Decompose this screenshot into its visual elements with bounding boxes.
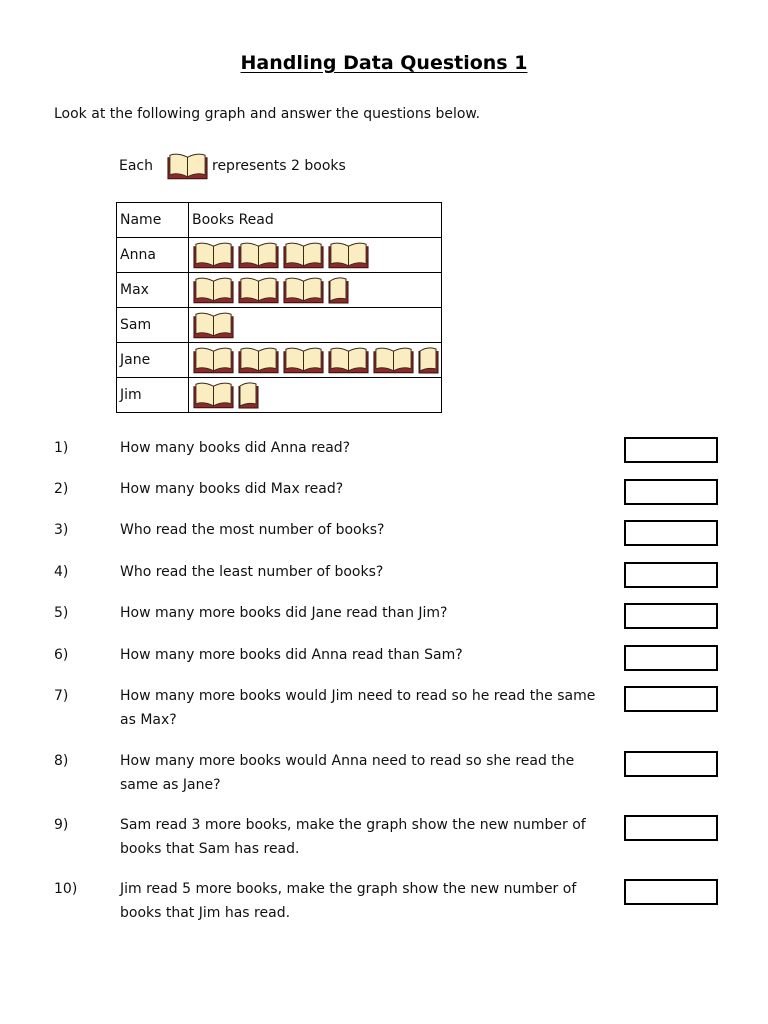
question-text: How many books did Anna read? <box>120 440 351 456</box>
book-icons <box>192 240 441 270</box>
book-icon <box>327 240 370 270</box>
row-name: Anna <box>117 238 189 273</box>
question-text: How many books did Max read? <box>120 481 344 497</box>
book-icon <box>192 240 235 270</box>
pictogram-key <box>119 149 346 183</box>
row-name: Jim <box>117 378 189 413</box>
question-text: How many more books did Jane read than Jim? <box>120 605 448 621</box>
row-books-cell <box>189 238 442 273</box>
key-represents-label: represents 2 books <box>212 158 346 174</box>
answer-box[interactable] <box>624 879 718 905</box>
book-icons <box>192 345 441 375</box>
book-icon <box>282 275 325 305</box>
question-number: 9) <box>54 817 69 833</box>
book-icon <box>282 240 325 270</box>
table-row <box>117 308 442 343</box>
intro-text: Look at the following graph and answer the questions below. <box>54 106 481 122</box>
question-number: 4) <box>54 564 69 580</box>
question-text: How many more books would Anna need to read so she read the same as Jane? <box>120 753 575 793</box>
answer-box[interactable] <box>624 751 718 777</box>
row-books-cell <box>189 308 442 343</box>
answer-box[interactable] <box>624 686 718 712</box>
question-text: Who read the most number of books? <box>120 522 385 538</box>
answer-box[interactable] <box>624 645 718 671</box>
pictogram-table <box>116 202 442 413</box>
answer-box[interactable] <box>624 815 718 841</box>
book-icons <box>192 275 441 305</box>
half-book-icon <box>417 345 439 375</box>
question-number: 2) <box>54 481 69 497</box>
row-books-cell <box>189 343 442 378</box>
question-number: 1) <box>54 440 69 456</box>
answer-box[interactable] <box>624 520 718 546</box>
answer-box[interactable] <box>624 479 718 505</box>
book-icon <box>192 310 235 340</box>
book-icon <box>237 275 280 305</box>
answer-box[interactable] <box>624 437 718 463</box>
book-icon <box>192 380 235 410</box>
question-number: 8) <box>54 753 69 769</box>
book-icon <box>237 240 280 270</box>
book-icon <box>192 345 235 375</box>
book-icon <box>327 345 370 375</box>
question-number: 5) <box>54 605 69 621</box>
question-text: Sam read 3 more books, make the graph show the new number of books that Sam has read. <box>120 817 586 857</box>
half-book-icon <box>327 275 349 305</box>
table-row <box>117 238 442 273</box>
question-number: 10) <box>54 881 78 897</box>
question-text: Jim read 5 more books, make the graph show the new number of books that Jim has read. <box>120 881 577 921</box>
row-books-cell <box>189 378 442 413</box>
question-text: How many more books would Jim need to read so he read the same as Max? <box>120 688 596 728</box>
table-row <box>117 343 442 378</box>
row-name: Max <box>117 273 189 308</box>
question-number: 6) <box>54 647 69 663</box>
book-icon <box>166 151 209 181</box>
book-icon <box>372 345 415 375</box>
book-icon <box>192 275 235 305</box>
book-icons <box>192 310 441 340</box>
row-name: Jane <box>117 343 189 378</box>
question-text: How many more books did Anna read than Sam? <box>120 647 463 663</box>
book-icon <box>237 345 280 375</box>
question-text: Who read the least number of books? <box>120 564 384 580</box>
question-number: 7) <box>54 688 69 704</box>
table-row <box>117 273 442 308</box>
table-row <box>117 378 442 413</box>
answer-box[interactable] <box>624 603 718 629</box>
question-number: 3) <box>54 522 69 538</box>
column-header-name: Name <box>117 203 189 238</box>
answer-box[interactable] <box>624 562 718 588</box>
worksheet-title: Handling Data Questions 1 <box>240 52 528 74</box>
book-icon <box>282 345 325 375</box>
key-each-label: Each <box>119 158 153 174</box>
table-header-row <box>117 203 442 238</box>
half-book-icon <box>237 380 259 410</box>
row-name: Sam <box>117 308 189 343</box>
book-icons <box>192 380 441 410</box>
row-books-cell <box>189 273 442 308</box>
column-header-books-read: Books Read <box>189 203 442 238</box>
